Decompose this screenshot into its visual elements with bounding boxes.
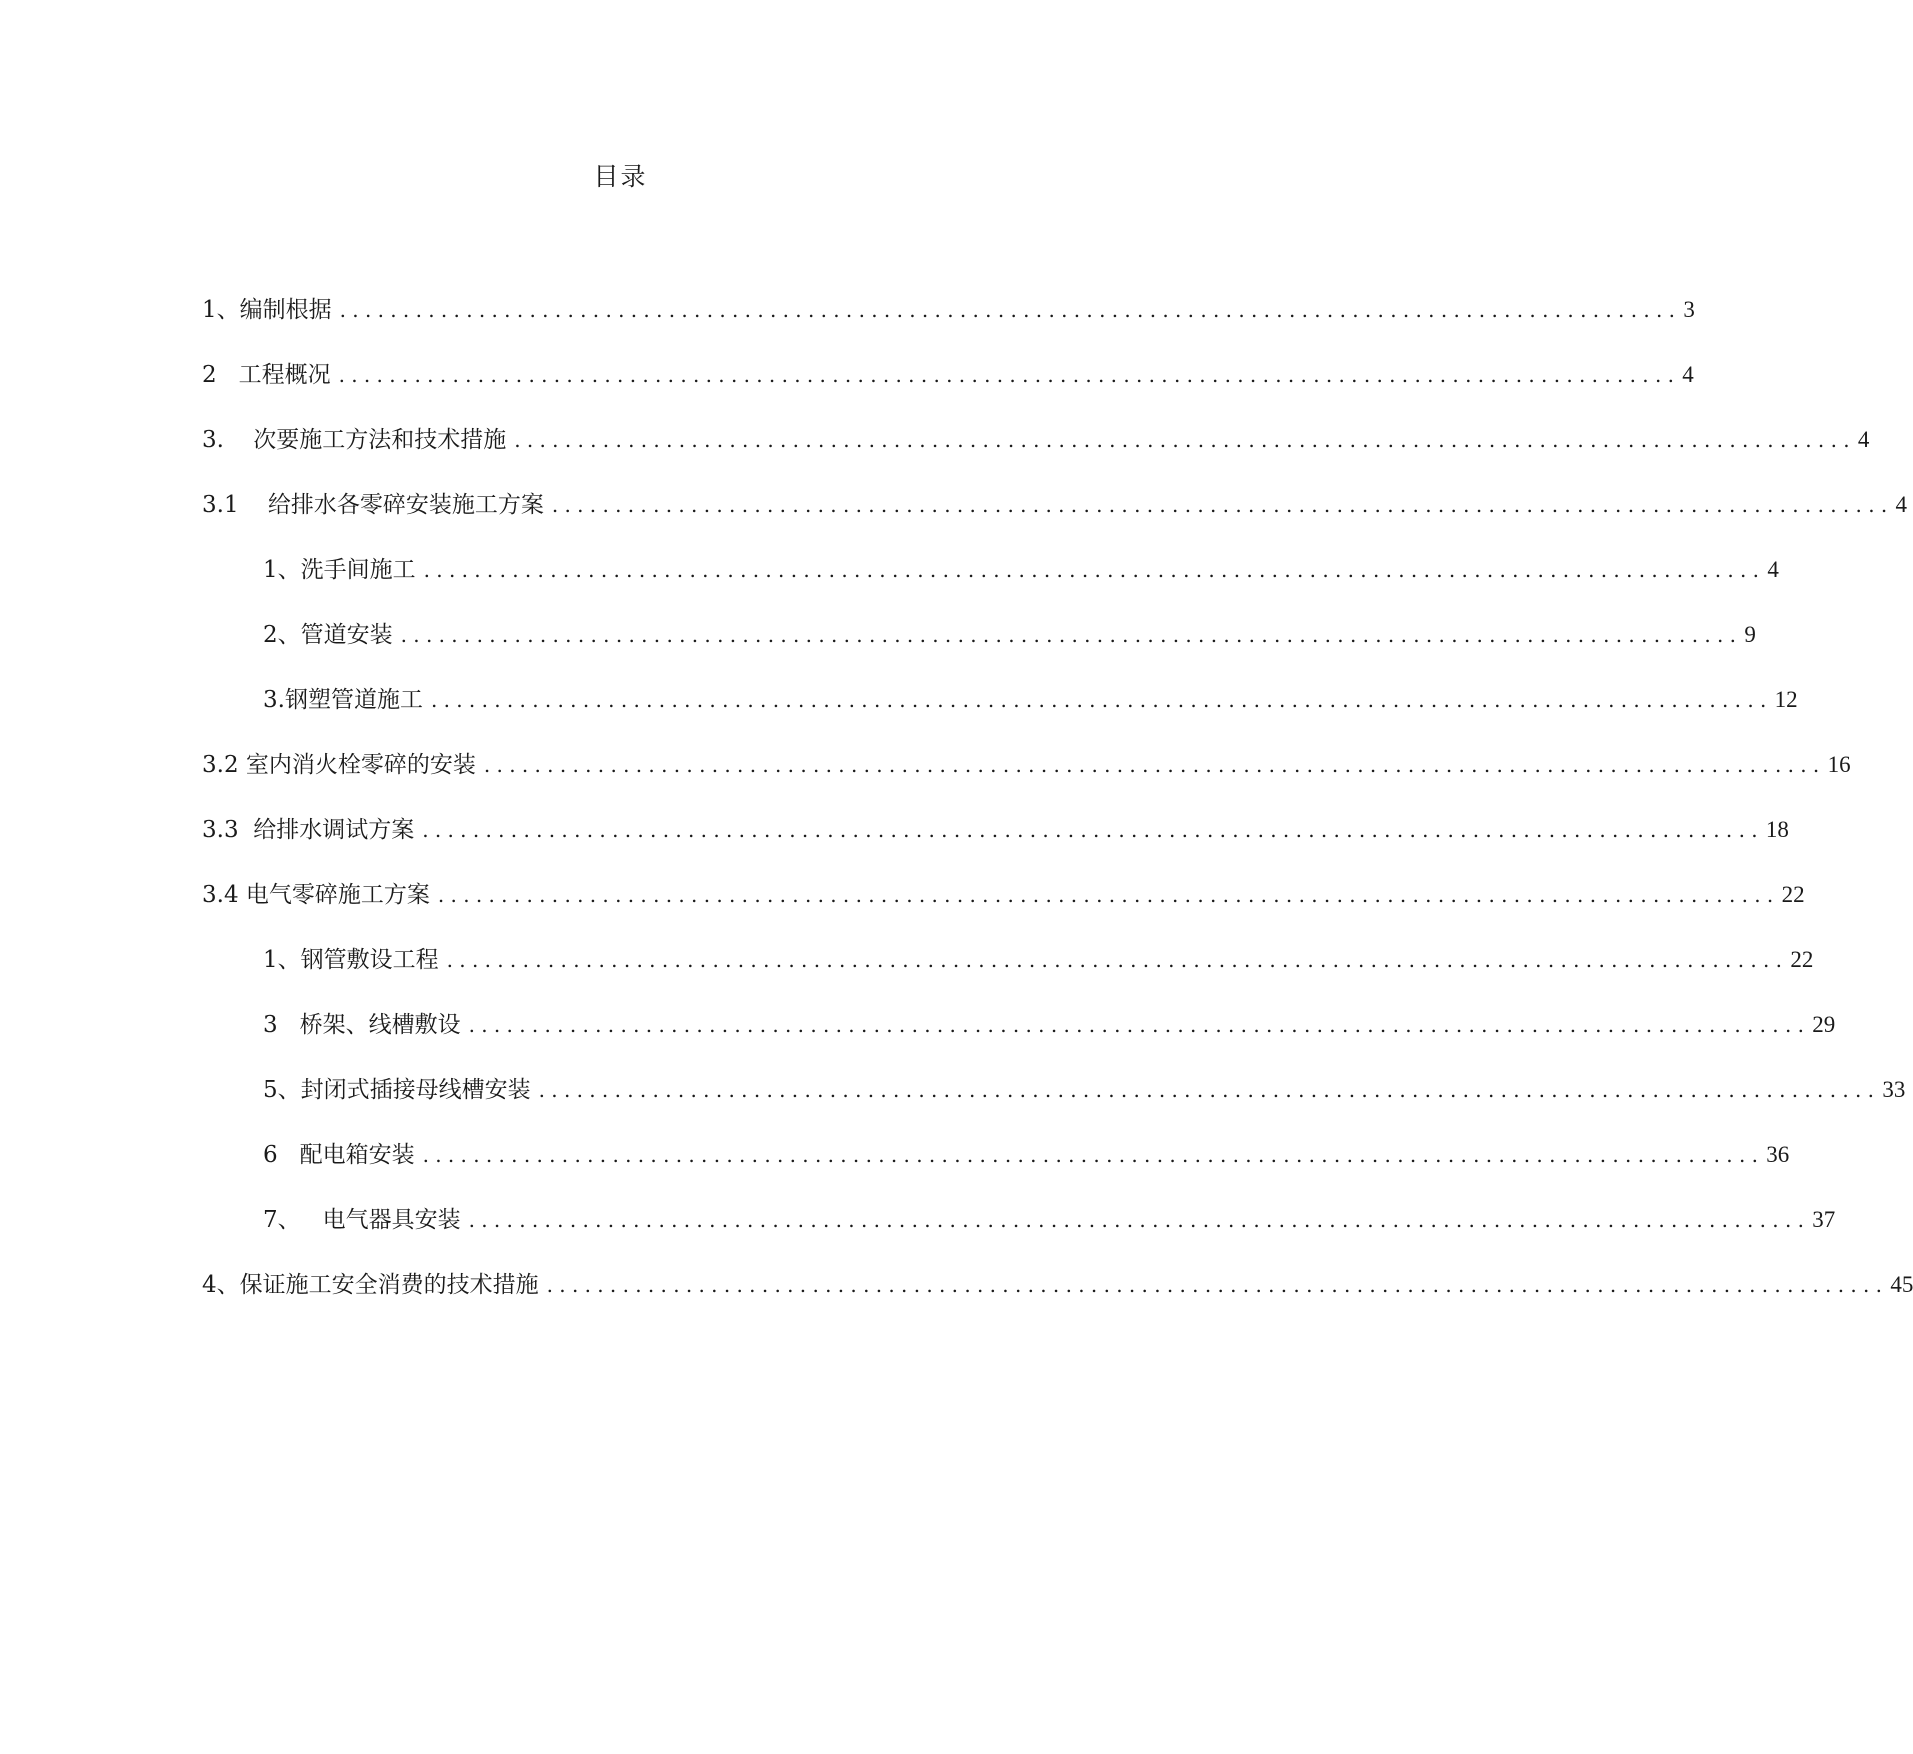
toc-dot-leader: .......................................................................................................... [437,883,1780,907]
toc-dot-leader: .......................................................................................................... [468,1208,1811,1232]
toc-entry-label: 3 桥架、线槽敷设 [263,1012,461,1038]
toc-entry[interactable] [202,423,1870,457]
toc-page-number: 29 [1812,1012,1836,1037]
toc-dot-leader: .......................................................................................................... [338,363,1681,387]
toc-entry-label: 1、钢管敷设工程 [263,947,439,973]
toc-page-number: 4 [1895,492,1908,517]
toc-entry-label: 5、封闭式插接母线槽安装 [263,1077,531,1103]
toc-entry-label: 6 配电箱安装 [263,1142,415,1168]
toc-page-number: 33 [1882,1077,1906,1102]
toc-dot-leader: .......................................................................................................... [422,1143,1765,1167]
toc-entry[interactable] [263,943,1814,977]
toc-dot-leader: .......................................................................................................... [468,1013,1811,1037]
toc-entry[interactable] [263,683,1798,717]
toc-entry-label: 2、管道安装 [263,622,393,648]
toc-title: 目录 [593,162,648,191]
toc-entry[interactable] [263,1203,1836,1237]
toc-page-number: 22 [1790,947,1814,972]
toc-entry-label: 1、洗手间施工 [263,557,416,583]
toc-entry-label: 2 工程概况 [202,362,331,388]
toc-page-number: 22 [1781,882,1805,907]
toc-entry-label: 1、编制根据 [202,297,332,323]
toc-page-number: 4 [1857,427,1870,452]
toc-dot-leader: .......................................................................................................... [551,493,1894,517]
toc-entry-label: 3.3 给排水调试方案 [202,817,415,843]
toc-page-number: 12 [1774,687,1798,712]
toc-dot-leader: .......................................................................................................... [400,623,1743,647]
toc-page-number: 4 [1682,362,1694,387]
toc-entry[interactable] [202,293,1695,327]
toc-entry-label: 7、 电气器具安装 [263,1207,461,1233]
toc-entry[interactable] [202,878,1805,912]
toc-entry-label: 3. 次要施工方法和技术措施 [202,427,507,453]
toc-entry[interactable] [263,1138,1790,1172]
toc-dot-leader: .......................................................................................................... [422,818,1764,842]
toc-page-number: 16 [1827,752,1851,777]
toc-entry[interactable] [263,553,1779,587]
toc-entry[interactable] [263,618,1756,652]
toc-dot-leader: .......................................................................................................... [483,753,1826,777]
toc-dot-leader: .......................................................................................................... [538,1078,1881,1102]
toc-dot-leader: .......................................................................................................... [339,298,1682,322]
toc-page-number: 3 [1683,297,1695,322]
toc-entry[interactable] [202,748,1851,782]
toc-page-number: 37 [1812,1207,1836,1232]
toc-dot-leader: .......................................................................................................... [430,688,1773,712]
toc-page-number: 9 [1744,622,1756,647]
toc-entry-label: 3.2 室内消火栓零碎的安装 [202,752,476,778]
toc-entry-label: 3.钢塑管道施工 [263,687,423,713]
toc-page-number: 18 [1765,817,1789,842]
toc-entry[interactable] [202,813,1789,847]
toc-entry-label: 3.4 电气零碎施工方案 [202,882,430,908]
toc-entry[interactable] [202,1268,1913,1302]
toc-entry-label: 3.1 给排水各零碎安装施工方案 [202,492,544,518]
toc-page-number: 45 [1890,1272,1913,1297]
toc-dot-leader: .......................................................................................................... [514,428,1856,452]
toc-dot-leader: .......................................................................................................... [423,558,1766,582]
toc-entry[interactable] [202,358,1694,392]
toc-dot-leader: .......................................................................................................... [446,948,1789,972]
toc-page-number: 36 [1766,1142,1790,1167]
toc-entry-label: 4、保证施工安全消费的技术措施 [202,1272,539,1298]
toc-page-number: 4 [1767,557,1779,582]
toc-entry[interactable] [202,488,1908,522]
toc-dot-leader: .......................................................................................................... [546,1273,1889,1297]
toc-entry[interactable] [263,1008,1836,1042]
toc-entry[interactable] [263,1073,1906,1107]
